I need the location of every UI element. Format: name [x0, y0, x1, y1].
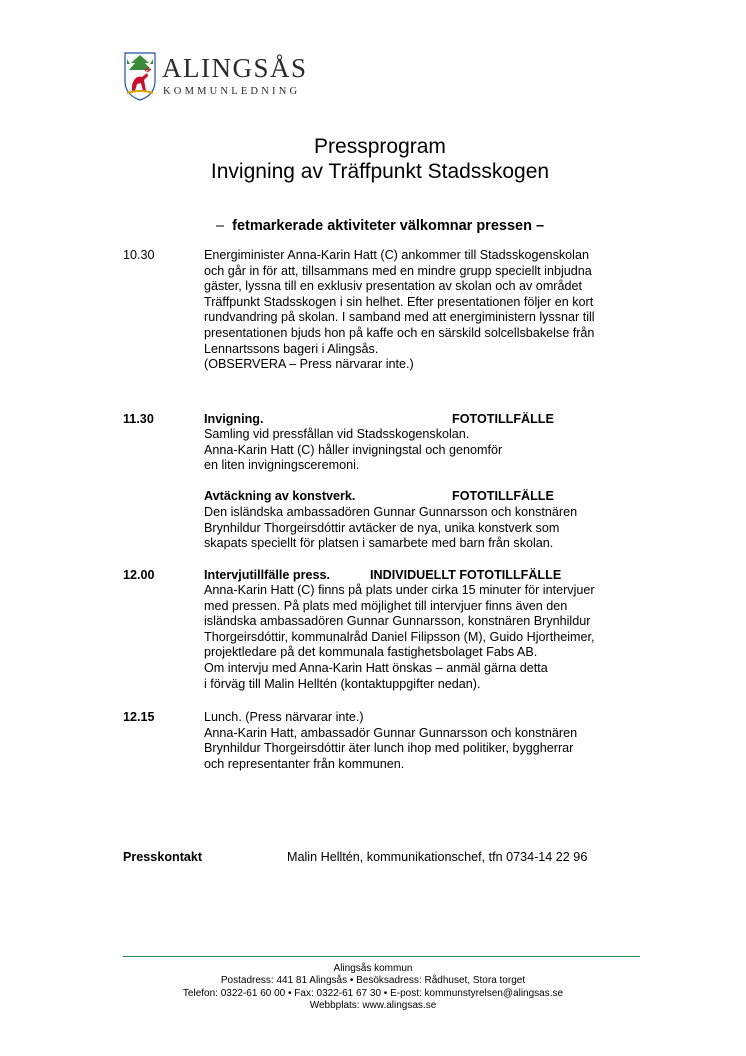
item-1130-text — [204, 427, 502, 474]
time-1030: 10.30 — [123, 248, 155, 262]
text-line: med pressen. På plats med möjlighet till intervjuer finns även den — [204, 598, 568, 613]
item-1200-text — [204, 583, 595, 692]
press-note-text: fetmarkerade aktiviteter välkomnar pressen – — [232, 218, 545, 234]
footer-line: Webbplats: www.alingsas.se — [309, 1000, 437, 1012]
time-1130: 11.30 — [123, 412, 154, 426]
text-line: Thorgeirsdóttir, kommunalråd Daniel Filipsson (M), Guido Hjortheimer, — [204, 629, 595, 644]
municipality-logo — [123, 51, 353, 107]
text-line: Brynhildur Thorgeirsdóttir äter lunch ihop med politiker, byggherrar — [204, 741, 574, 756]
item-1200-heading: Intervjutillfälle press. — [204, 568, 330, 582]
item-1130-tag: FOTOTILLFÄLLE — [452, 412, 554, 426]
item-unveiling-tag: FOTOTILLFÄLLE — [452, 489, 554, 503]
text-line: och representanter från kommunen. — [204, 756, 405, 771]
text-line: Om intervju med Anna-Karin Hatt önskas – anmäl gärna detta — [204, 660, 548, 675]
text-line: Anna-Karin Hatt, ambassadör Gunnar Gunnarsson och konstnären — [204, 725, 578, 740]
time-1200: 12.00 — [123, 568, 155, 582]
press-note — [0, 218, 746, 234]
text-line: Energiminister Anna-Karin Hatt (C) ankommer till Stadsskogenskolan — [204, 248, 589, 262]
item-unveiling-text — [204, 505, 577, 552]
item-1030-text — [204, 248, 595, 373]
press-note-dash: – — [215, 218, 225, 234]
time-1215: 12.15 — [123, 710, 155, 724]
text-line: Brynhildur Thorgeirsdóttir avtäcker de nya, unika konstverk som — [204, 520, 560, 535]
text-line: gäster, lyssna till en exklusiv presentation av skolan och av området — [204, 279, 583, 294]
text-line: Anna-Karin Hatt (C) håller invigningstal och genomför — [204, 442, 503, 457]
coat-of-arms-icon — [123, 51, 157, 101]
item-unveiling-heading: Avtäckning av konstverk. — [204, 489, 356, 503]
text-line: projektledare på det kommunala fastighetsbolaget Fabs AB. — [204, 645, 538, 660]
item-1215-text — [204, 710, 577, 772]
text-line: Den isländska ambassadören Gunnar Gunnarsson och konstnären — [204, 505, 578, 519]
text-line: skapats speciellt för platsen i samarbete med barn från skolan. — [204, 536, 554, 551]
text-line: och går in för att, tillsammans med en mindre grupp speciellt inbjudna — [204, 263, 592, 278]
footer-line: Telefon: 0322-61 60 00 • Fax: 0322-61 67 30 • E-post: kommunstyrelsen@alingsas.se — [182, 987, 564, 999]
text-line: (OBSERVERA – Press närvarar inte.) — [204, 357, 414, 372]
footer — [0, 963, 746, 1013]
item-1200-tag: INDIVIDUELLT FOTOTILLFÄLLE — [370, 568, 562, 582]
item-1130-heading: Invigning. — [204, 412, 264, 426]
press-contact-text: Malin Helltén, kommunikationschef, tfn 0734-14 22 96 — [287, 850, 588, 864]
press-contact-label: Presskontakt — [123, 850, 203, 864]
page-subtitle: Invigning av Träffpunkt Stadsskogen — [210, 160, 550, 183]
page-title: Pressprogram — [314, 135, 446, 158]
footer-line: Postadress: 441 81 Alingsås • Besöksadress: Rådhuset, Stora torget — [220, 975, 526, 987]
footer-divider — [123, 956, 640, 957]
logo-wordmark: ALINGSÅS — [162, 53, 308, 83]
text-line: Lennartssons bageri i Alingsås. — [204, 341, 379, 356]
text-line: isländska ambassadören Gunnar Gunnarsson, konstnären Brynhildur — [204, 614, 591, 629]
logo-subtitle: KOMMUNLEDNING — [163, 86, 301, 97]
footer-line: Alingsås kommun — [333, 963, 413, 974]
text-line: en liten invigningsceremoni. — [204, 458, 360, 473]
text-line: rundvandring på skolan. I samband med att energiministern lyssnar till — [204, 310, 595, 325]
text-line: presentationen bjuds hon på kaffe och en särskild solcellsbakelse från — [204, 325, 595, 340]
text-line: Anna-Karin Hatt (C) finns på plats under cirka 15 minuter för intervjuer — [204, 583, 595, 597]
text-line: Träffpunkt Stadsskogen i sin helhet. Efter presentationen följer en kort — [204, 294, 594, 309]
text-line: Lunch. (Press närvarar inte.) — [204, 710, 364, 724]
text-line: Samling vid pressfållan vid Stadsskogenskolan. — [204, 427, 470, 441]
text-line: i förväg till Malin Helltén (kontaktuppgifter nedan). — [204, 676, 481, 691]
